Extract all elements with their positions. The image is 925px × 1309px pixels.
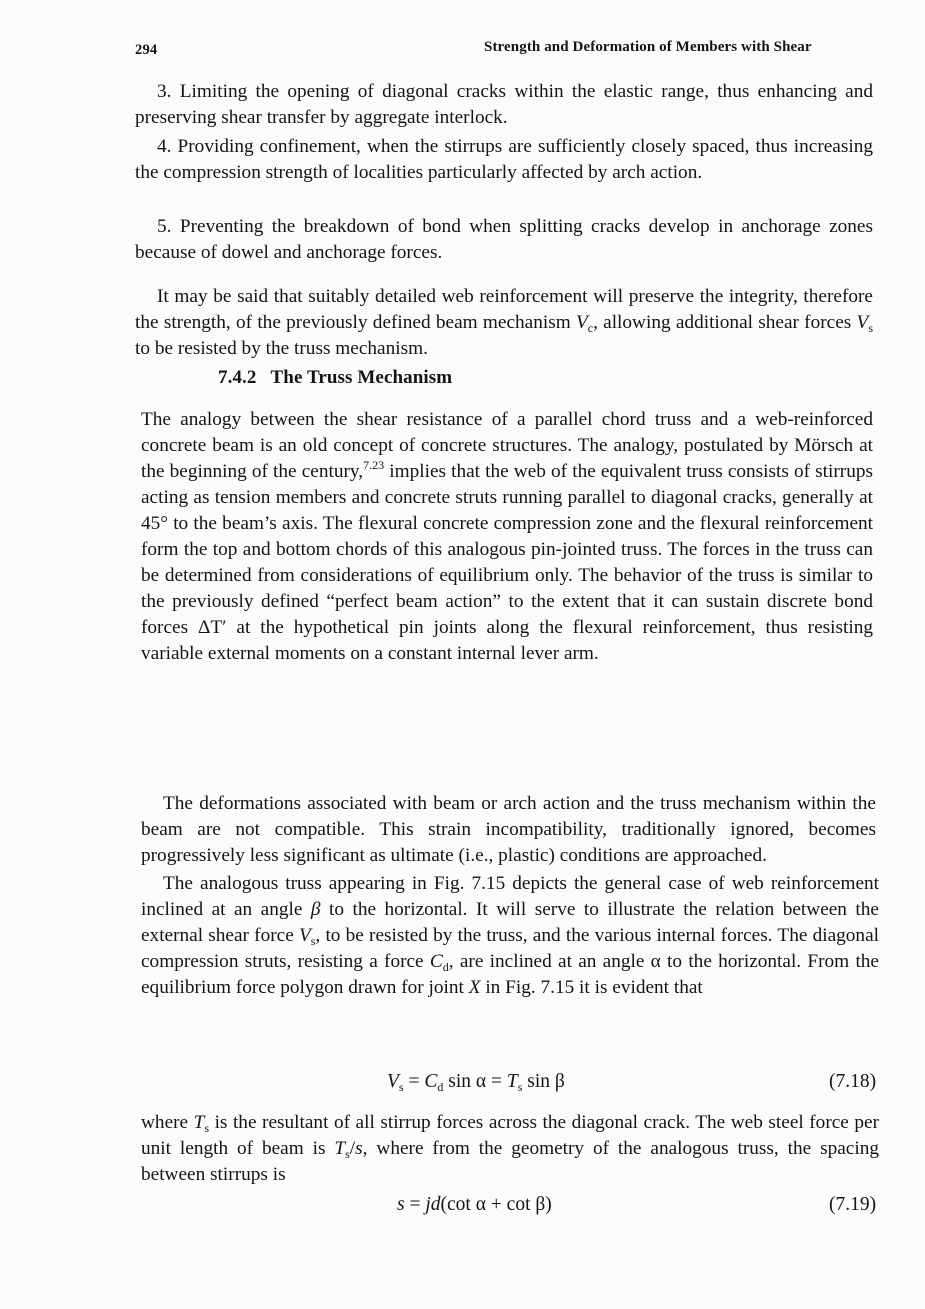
eq-term: sin α = — [443, 1071, 507, 1092]
symbol-jd: jd — [425, 1194, 441, 1215]
text-run: , are inclined at an angle α to the horizontal. From the equilibrium force polygon drawn for joint — [141, 951, 879, 998]
text-run: where — [141, 1112, 194, 1133]
subscript: d — [442, 960, 449, 974]
list-item-3: 3. Limiting the opening of diagonal cracks within the elastic range, thus enhancing and preserving shear transfer by aggregate interlock. — [135, 81, 873, 128]
eq-operator: = — [403, 1071, 425, 1092]
paragraph-stirrup-spacing — [141, 1110, 879, 1188]
symbol-s: s — [355, 1138, 363, 1159]
text-run: in Fig. 7.15 it is evident that — [480, 977, 703, 998]
text-run: The analogy between the shear resistance of a parallel chord truss and a web-reinforced concrete beam is an old concept of concrete structures. The analogy, postulated by Mörsch at the beginning of the century, — [141, 409, 873, 482]
symbol-s: s — [397, 1194, 405, 1215]
list-item-5: 5. Preventing the breakdown of bond when splitting cracks develop in anchorage zones because of dowel and anchorage forces. — [135, 216, 873, 263]
paragraph-truss-analogy — [141, 407, 873, 667]
symbol-v: V — [387, 1071, 399, 1092]
section-heading — [218, 367, 452, 389]
reference-superscript: 7.23 — [363, 458, 385, 472]
subscript: s — [204, 1121, 210, 1135]
subscript: s — [868, 321, 873, 335]
symbol-c: C — [429, 951, 443, 972]
subscript: d — [437, 1080, 444, 1094]
equation-number-7-19: (7.19) — [829, 1194, 877, 1215]
subscript: s — [398, 1080, 404, 1094]
running-title: Strength and Deformation of Members with Shear — [484, 39, 812, 55]
symbol-v: V — [856, 312, 869, 333]
text-run: , to be resisted by the truss, and the various internal forces. The diagonal compression struts, resisting a force — [141, 925, 879, 972]
list-item-4: 4. Providing confinement, when the stirrups are sufficiently closely spaced, thus increasing the compression strength of localities particularly affected by arch action. — [135, 136, 873, 183]
eq-operator: = — [404, 1194, 426, 1215]
subscript: s — [517, 1080, 523, 1094]
subscript: s — [310, 934, 316, 948]
symbol-x: X — [468, 977, 481, 998]
symbol-c: C — [424, 1071, 438, 1092]
text-run: The analogous truss appearing in Fig. 7.15 depicts the general case of web reinforcement inclined at an angle — [141, 873, 879, 920]
symbol-t: T — [193, 1112, 205, 1133]
text-run: to the horizontal. It will serve to illustrate the relation between the external shear force — [141, 899, 879, 946]
symbol-v: V — [575, 312, 588, 333]
equation-7-19 — [397, 1192, 552, 1218]
eq-term: (cot α + cot β) — [440, 1194, 552, 1215]
paragraph-analogous-truss — [141, 871, 879, 1001]
paragraph-deformations: The deformations associated with beam or arch action and the truss mechanism within the beam are not compatible. This strain incompatibility, traditionally ignored, becomes progressively less significant as ultimate (i.e., plastic) conditions are approached. — [141, 793, 876, 866]
subscript: s — [345, 1147, 350, 1161]
symbol-beta: β — [310, 899, 321, 920]
page-number: 294 — [135, 42, 158, 58]
text-run: / — [349, 1138, 356, 1159]
symbol-t: T — [334, 1138, 346, 1159]
text-run: , where from the geometry of the analogous truss, the spacing between stirrups is — [141, 1138, 879, 1185]
subscript: c — [587, 321, 594, 335]
symbol-t: T — [506, 1071, 518, 1092]
section-number: 7.4.2 — [218, 367, 257, 388]
eq-term: sin β — [522, 1071, 565, 1092]
paragraph-web-reinforcement — [135, 284, 873, 362]
equation-number-7-18: (7.18) — [829, 1071, 877, 1092]
text-run: , allowing additional shear forces — [593, 312, 857, 333]
symbol-v: V — [298, 925, 311, 946]
text-run: implies that the web of the equivalent truss consists of stirrups acting as tension members and concrete struts running parallel to diagonal cracks, generally at 45° to the beam’s axis. The flexural concrete compression zone and the flexural reinforcement form the top and bottom chords of this analogous pin-jointed truss. The forces in the truss can be determined from considerations of equilibrium only. The behavior of the truss is similar to the previously defined “perfect beam action” to the extent that it can sustain discrete bond forces ΔT′ at the hypothetical pin joints along the flexural reinforcement, thus resisting variable external moments on a constant internal lever arm. — [141, 461, 874, 664]
text-run: is the resultant of all stirrup forces across the diagonal crack. The web steel force per unit length of beam is — [141, 1112, 879, 1159]
equation-7-18 — [387, 1069, 565, 1095]
section-title: The Truss Mechanism — [270, 367, 453, 388]
text-run: It may be said that suitably detailed web reinforcement will preserve the integrity, therefore the strength, of the previously defined beam mechanism — [135, 286, 873, 333]
text-run: to be resisted by the truss mechanism. — [135, 338, 428, 359]
